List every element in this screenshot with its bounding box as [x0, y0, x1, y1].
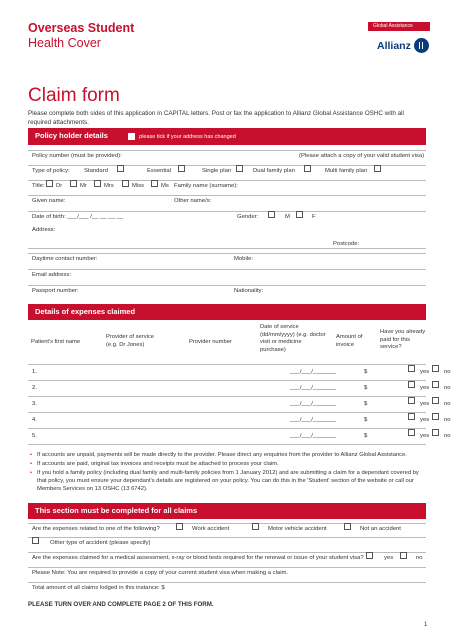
expense-row — [28, 413, 451, 429]
other-names-label: Other name/s: — [174, 198, 212, 204]
row-passport — [28, 285, 426, 294]
col-first-name: Patient's first name — [31, 339, 81, 345]
standard-label: Standard — [84, 168, 108, 174]
turn-over-note: PLEASE TURN OVER AND COMPLETE PAGE 2 OF THIS FORM. — [28, 601, 214, 608]
accident-question: Are the expenses related to one of the following? — [32, 526, 160, 532]
gender-f-label: F — [312, 214, 316, 220]
row-visa-expenses — [28, 552, 426, 561]
dual-plan-label: Dual family plan — [253, 168, 295, 174]
given-name-label: Given name: — [32, 198, 66, 204]
visa-no-label: no — [416, 555, 423, 561]
address-label: Address: — [32, 227, 56, 233]
row-address — [28, 224, 426, 249]
address-changed-checkbox[interactable] — [128, 133, 135, 140]
expenses-header: Details of expenses claimed — [28, 304, 426, 320]
work-accident-label: Work accident — [192, 526, 230, 532]
dollar-sign: $ — [364, 417, 368, 423]
nationality-label: Nationality: — [234, 288, 264, 294]
expense-row — [28, 429, 451, 445]
visa-note: Please Note: You are required to provide a copy of your current student visa when making a claim. — [32, 570, 289, 576]
expense-row-number: 1. — [32, 369, 37, 375]
row-accident-type — [28, 523, 426, 532]
expense-row — [28, 365, 451, 381]
paid-yes-label: yes — [420, 369, 430, 375]
note-paid: • If accounts are paid, original tax invoices and receipts must be attached to process your claim. — [30, 460, 428, 468]
title-label: Title: — [32, 183, 45, 189]
brand-name: Allianz — [377, 39, 411, 52]
date-blank: ___/___/_______ — [290, 369, 336, 375]
dollar-sign: $ — [364, 433, 368, 439]
paid-no-label: no — [444, 401, 451, 407]
motor-accident-label: Motor vehicle accident — [268, 526, 327, 532]
address-changed-label: please tick if your address has changed — [139, 134, 236, 140]
single-plan-label: Single plan — [202, 168, 232, 174]
row-email — [28, 269, 426, 278]
page-title: Claim form — [28, 85, 120, 106]
all-claims-header: This section must be completed for all claims — [28, 503, 426, 519]
expense-row — [28, 381, 451, 397]
multi-plan-label: Multi family plan — [325, 168, 368, 174]
expense-row-number: 2. — [32, 385, 37, 391]
allianz-eagle-icon — [414, 38, 429, 53]
expense-row-number: 3. — [32, 401, 37, 407]
page-number: 1 — [424, 622, 428, 628]
miss-label: Miss — [132, 183, 145, 189]
col-paid: Have you already paid for this service? — [380, 329, 426, 350]
other-accident-label: Other type of accident (please specify) — [50, 540, 151, 546]
expense-row-number: 5. — [32, 433, 37, 439]
ms-label: Ms — [161, 183, 169, 189]
dob-label: Date of birth: ___/___ /__ __ __ __ — [32, 214, 124, 220]
row-given-name — [28, 195, 426, 204]
type-of-policy-label: Type of policy: — [32, 168, 70, 174]
mr-label: Mr — [80, 183, 87, 189]
note-unpaid: • If accounts are unpaid, payments will be made directly to the provider. Please direct any enquiries from the provider to Allianz Global Assistance. — [30, 451, 428, 459]
col-provider: Provider of service (e.g. Dr Jones) — [106, 334, 155, 348]
email-label: Email address: — [32, 272, 71, 278]
date-blank: ___/___/_______ — [290, 433, 336, 439]
policy-holder-heading: Policy holder details — [35, 131, 108, 140]
date-blank: ___/___/_______ — [290, 385, 336, 391]
dollar-sign: $ — [364, 385, 368, 391]
row-dob — [28, 211, 426, 220]
paid-yes-label: yes — [420, 433, 430, 439]
header-title-line1: Overseas Student — [28, 21, 135, 35]
global-assistance-tag: Global Assistance — [368, 22, 430, 31]
allianz-logo — [377, 38, 429, 53]
paid-no-label: no — [444, 417, 451, 423]
date-blank: ___/___/_______ — [290, 401, 336, 407]
paid-yes-label: yes — [420, 385, 430, 391]
gender-m-label: M — [285, 214, 290, 220]
row-total — [28, 582, 426, 591]
dr-label: Dr — [56, 183, 63, 189]
paid-yes-label: yes — [420, 401, 430, 407]
note-family: • If you hold a family policy (including dual family and multi-family policies from 1 January 2012) and are submitting a claim for a dependant covered by that policy, you must ensure your dependant's details are registered on your policy. You can do this in the 'Student' section of the website or call our Members Services on 13 OSHC (13 6742). — [30, 469, 428, 494]
mobile-label: Mobile: — [234, 256, 253, 262]
row-other-accident — [28, 537, 426, 546]
passport-label: Passport number: — [32, 288, 79, 294]
gender-label: Gender: — [237, 214, 259, 220]
row-visa-note — [28, 567, 426, 576]
essential-label: Essential — [147, 168, 171, 174]
col-date: Date of service (dd/mm/yyyy) (e.g. doctor visit or medicine purchase) — [260, 324, 326, 353]
mrs-label: Mrs — [104, 183, 114, 189]
paid-no-label: no — [444, 433, 451, 439]
expense-row-number: 4. — [32, 417, 37, 423]
intro-text: Please complete both sides of this application in CAPITAL letters. Post or fax the application to Allianz Global Assistance OSHC with all required attachments. — [28, 110, 404, 126]
header-title-line2: Health Cover — [28, 36, 101, 50]
paid-no-label: no — [444, 369, 451, 375]
paid-no-label: no — [444, 385, 451, 391]
row-type-of-policy — [28, 165, 426, 174]
policy-number-label: Policy number (must be provided): — [32, 153, 122, 159]
visa-yes-label: yes — [384, 555, 394, 561]
expense-row — [28, 397, 451, 413]
daytime-number-label: Daytime contact number: — [32, 256, 98, 262]
date-blank: ___/___/_______ — [290, 417, 336, 423]
family-name-label: Family name (surname): — [174, 183, 238, 189]
not-accident-label: Not an accident — [360, 526, 401, 532]
dollar-sign: $ — [364, 369, 368, 375]
attach-visa-label: (Please attach a copy of your valid student visa) — [299, 153, 425, 159]
row-policy-number — [28, 150, 426, 159]
row-daytime — [28, 253, 426, 262]
row-title — [28, 180, 426, 189]
col-provider-number: Provider number — [189, 339, 232, 345]
dollar-sign: $ — [364, 401, 368, 407]
total-amount-label: Total amount of all claims lodged in this instance: $ — [32, 585, 165, 591]
policy-holder-header — [28, 128, 426, 145]
visa-expense-question: Are the expenses claimed for a medical assessment, x-ray or blood tests required for the renewal or issue of your student visa? — [32, 555, 364, 561]
paid-yes-label: yes — [420, 417, 430, 423]
postcode-label: Postcode: — [333, 241, 360, 247]
col-amount: Amount of invoice — [336, 334, 363, 348]
